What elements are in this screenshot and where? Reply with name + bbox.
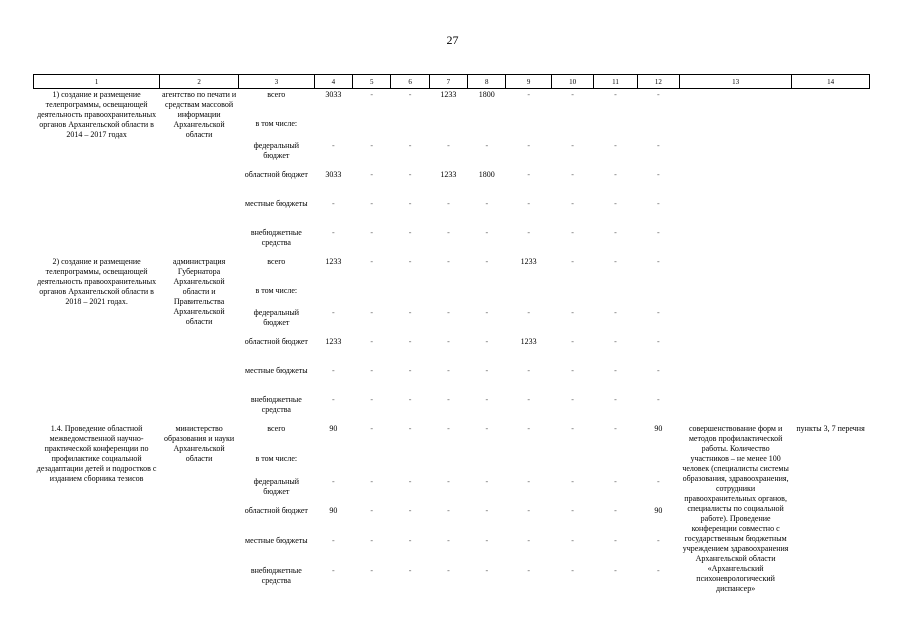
funding-value: - — [485, 308, 489, 317]
funding-value: - — [571, 170, 574, 179]
funding-value: - — [408, 308, 412, 317]
funding-value: - — [370, 228, 374, 237]
row-executor: администрация Губернатора Архангельской области и Правительства Архангельской области — [172, 257, 226, 326]
funding-value: - — [614, 257, 617, 266]
funding-value: - — [571, 476, 574, 486]
funding-value: - — [571, 199, 574, 208]
funding-value: - — [571, 337, 574, 346]
row-item-reference — [792, 256, 870, 423]
funding-value: - — [332, 566, 335, 576]
funding-value: - — [408, 395, 412, 404]
funding-source: областной бюджет — [244, 170, 308, 179]
funding-value: - — [527, 476, 531, 486]
funding-value: - — [332, 395, 335, 404]
funding-source: областной бюджет — [244, 506, 308, 516]
funding-value: - — [332, 536, 335, 546]
funding-value: - — [657, 536, 660, 546]
funding-value: - — [527, 199, 531, 208]
funding-value — [468, 285, 506, 307]
funding-value — [594, 285, 637, 307]
column-header: 9 — [506, 75, 551, 89]
funding-value: - — [408, 228, 412, 237]
funding-value: - — [527, 424, 531, 433]
funding-value: - — [447, 506, 450, 516]
funding-value — [594, 453, 637, 476]
funding-value: 1800 — [478, 170, 495, 179]
funding-value: - — [527, 536, 531, 546]
funding-value: - — [447, 424, 450, 433]
row-executor: министерство образования и науки Архангельской области — [164, 424, 235, 463]
funding-value: - — [657, 170, 660, 179]
column-header: 7 — [429, 75, 467, 89]
funding-source: в том числе: — [255, 453, 298, 463]
funding-value: - — [571, 536, 574, 546]
funding-value: - — [527, 308, 531, 317]
funding-value: - — [408, 566, 412, 576]
funding-value: 3033 — [325, 170, 342, 179]
column-header: 6 — [391, 75, 429, 89]
funding-value: - — [527, 141, 531, 150]
funding-value: - — [408, 476, 412, 486]
table-row — [34, 89, 870, 119]
funding-value: - — [447, 566, 450, 576]
funding-value: - — [527, 506, 531, 516]
funding-value — [506, 453, 551, 476]
funding-value: - — [485, 476, 489, 486]
funding-value: - — [332, 476, 335, 486]
funding-value: - — [447, 536, 450, 546]
row-result — [680, 256, 792, 423]
funding-source: местные бюджеты — [245, 536, 308, 546]
header-row — [34, 75, 870, 89]
funding-value: 90 — [654, 424, 663, 433]
funding-value: - — [447, 366, 450, 375]
funding-value: - — [332, 228, 335, 237]
funding-value: 90 — [654, 506, 663, 516]
funding-value: - — [657, 308, 660, 317]
row-description: 1) создание и размещение телепрограммы, освещающей деятельность правоохранительных органов Архангельской области в 2014 – 2017 годах — [37, 90, 157, 139]
funding-value: - — [408, 257, 412, 266]
row-description: 2) создание и размещение телепрограммы, освещающей деятельность правоохранительных органов Архангельской области в 2018 – 2021 годах. — [37, 257, 157, 306]
funding-value: - — [571, 424, 574, 433]
funding-value — [353, 285, 391, 307]
column-header: 3 — [238, 75, 314, 89]
funding-value: - — [408, 170, 412, 179]
funding-value: - — [408, 366, 412, 375]
funding-value: - — [657, 199, 660, 208]
funding-source: внебюджетные средства — [250, 395, 302, 414]
funding-value: - — [408, 90, 412, 99]
funding-value: - — [614, 424, 617, 433]
funding-value: - — [408, 424, 412, 433]
funding-value: - — [447, 141, 450, 150]
funding-value: - — [408, 199, 412, 208]
funding-value: - — [614, 506, 617, 516]
funding-value: - — [527, 90, 531, 99]
funding-source: всего — [267, 257, 286, 266]
funding-value — [314, 453, 352, 476]
funding-value — [391, 118, 429, 140]
funding-value: - — [370, 308, 374, 317]
funding-value: - — [614, 90, 617, 99]
funding-source: внебюджетные средства — [250, 228, 302, 247]
funding-value: - — [614, 199, 617, 208]
funding-value: - — [485, 199, 489, 208]
funding-source: внебюджетные средства — [250, 566, 302, 586]
funding-value: - — [485, 228, 489, 237]
funding-value: - — [485, 395, 489, 404]
funding-value: - — [614, 337, 617, 346]
funding-value: - — [332, 308, 335, 317]
funding-value — [314, 118, 352, 140]
funding-value: - — [527, 566, 531, 576]
funding-value: - — [332, 141, 335, 150]
row-result — [680, 89, 792, 257]
page-number: 27 — [446, 33, 459, 47]
column-header: 1 — [34, 75, 160, 89]
funding-value — [637, 453, 679, 476]
funding-value — [429, 118, 467, 140]
funding-value: - — [657, 476, 660, 486]
funding-value — [506, 285, 551, 307]
funding-value: - — [657, 566, 660, 576]
funding-source: местные бюджеты — [245, 199, 308, 208]
funding-value: - — [614, 228, 617, 237]
funding-value — [468, 453, 506, 476]
funding-value: - — [527, 395, 531, 404]
funding-source: всего — [267, 90, 286, 99]
funding-value: - — [370, 90, 374, 99]
row-description: 1.4. Проведение областной межведомственной научно-практической конференции по профилактике социальной дезадаптации детей и подростков с изданием сборника тезисов — [36, 424, 157, 483]
funding-value: - — [657, 395, 660, 404]
funding-value: - — [571, 141, 574, 150]
column-header: 8 — [468, 75, 506, 89]
funding-value: - — [370, 199, 374, 208]
funding-source: всего — [267, 424, 286, 433]
funding-value — [353, 453, 391, 476]
funding-value: - — [370, 476, 374, 486]
column-header: 11 — [594, 75, 637, 89]
funding-value: - — [614, 536, 617, 546]
funding-value: - — [485, 257, 489, 266]
funding-value — [314, 285, 352, 307]
funding-value: - — [614, 366, 617, 375]
funding-value: - — [370, 424, 374, 433]
funding-value: - — [657, 366, 660, 375]
funding-value — [551, 118, 593, 140]
funding-value — [353, 118, 391, 140]
funding-value: - — [370, 257, 374, 266]
funding-value — [551, 285, 593, 307]
funding-value — [429, 285, 467, 307]
funding-source: федеральный бюджет — [253, 476, 300, 496]
funding-value: 1233 — [440, 170, 457, 179]
row-item-reference: пункты 3, 7 перечня — [796, 424, 865, 433]
funding-value: - — [408, 506, 412, 516]
table-row — [34, 256, 870, 285]
funding-value: - — [370, 337, 374, 346]
table-row — [34, 423, 870, 453]
funding-value: - — [447, 337, 450, 346]
column-header: 13 — [680, 75, 792, 89]
funding-value: - — [571, 366, 574, 375]
funding-value: - — [571, 308, 574, 317]
funding-value — [551, 453, 593, 476]
funding-value: - — [447, 395, 450, 404]
funding-value: - — [657, 257, 660, 266]
funding-value: - — [447, 257, 450, 266]
funding-value: - — [527, 366, 531, 375]
funding-value: - — [614, 476, 617, 486]
funding-value: 90 — [329, 424, 338, 433]
row-executor: агентство по печати и средствам массовой информации Архангельской области — [161, 90, 237, 139]
funding-value: - — [485, 506, 489, 516]
funding-value: - — [657, 141, 660, 150]
funding-value: - — [370, 170, 374, 179]
funding-value: - — [408, 141, 412, 150]
funding-value: - — [370, 566, 374, 576]
funding-value: - — [614, 566, 617, 576]
funding-value: - — [447, 228, 450, 237]
funding-value: - — [614, 395, 617, 404]
funding-value: 1233 — [325, 337, 342, 346]
funding-value: 1233 — [440, 90, 457, 99]
funding-source: в том числе: — [255, 119, 298, 128]
funding-value: 1233 — [325, 257, 342, 266]
funding-value: - — [370, 141, 374, 150]
funding-value: - — [614, 308, 617, 317]
funding-value: - — [485, 536, 489, 546]
funding-value — [506, 118, 551, 140]
funding-value: - — [447, 308, 450, 317]
row-item-reference — [792, 89, 870, 257]
funding-value: - — [447, 476, 450, 486]
funding-source: местные бюджеты — [245, 366, 308, 375]
funding-value: - — [657, 337, 660, 346]
column-header: 14 — [792, 75, 870, 89]
funding-value — [391, 285, 429, 307]
funding-source: областной бюджет — [244, 337, 308, 346]
funding-value: - — [447, 199, 450, 208]
funding-value: - — [571, 228, 574, 237]
funding-value: - — [527, 228, 531, 237]
funding-value: - — [614, 141, 617, 150]
funding-value: - — [370, 536, 374, 546]
funding-value: - — [370, 395, 374, 404]
column-header: 12 — [637, 75, 679, 89]
funding-value: - — [571, 257, 574, 266]
program-table — [33, 74, 870, 595]
funding-value: - — [657, 90, 660, 99]
funding-value — [429, 453, 467, 476]
funding-value: - — [614, 170, 617, 179]
funding-value: - — [527, 170, 531, 179]
funding-value — [391, 453, 429, 476]
funding-value: 3033 — [325, 90, 342, 99]
funding-value: - — [571, 566, 574, 576]
funding-value: - — [657, 228, 660, 237]
row-result: совершенствование форм и методов профилактической работы. Количество участников – не менее 100 человек (специалисты системы образования, здравоохранения, сотрудники правоохранительных органов, специалисты по социальной работе). Проведение конференции совместно с государственным бюджетным учреждением здравоохранения Архангельской области «Архангельский психоневрологический диспансер» — [682, 424, 789, 593]
funding-value: - — [485, 566, 489, 576]
funding-value: 1233 — [520, 257, 537, 266]
funding-value: - — [485, 141, 489, 150]
funding-value: - — [485, 337, 489, 346]
column-header: 4 — [314, 75, 352, 89]
funding-value: - — [332, 199, 335, 208]
column-header: 10 — [551, 75, 593, 89]
funding-value: - — [332, 366, 335, 375]
funding-source: федеральный бюджет — [253, 141, 300, 160]
funding-value — [594, 118, 637, 140]
funding-value: 1800 — [478, 90, 495, 99]
funding-value: - — [370, 506, 374, 516]
funding-value: - — [370, 366, 374, 375]
funding-value — [637, 118, 679, 140]
funding-value: - — [571, 395, 574, 404]
funding-value — [637, 285, 679, 307]
funding-source: федеральный бюджет — [253, 308, 300, 327]
column-header: 2 — [160, 75, 239, 89]
funding-value: - — [571, 90, 574, 99]
funding-source: в том числе: — [255, 286, 298, 295]
funding-value — [468, 118, 506, 140]
funding-value: 1233 — [520, 337, 537, 346]
funding-value: - — [408, 536, 412, 546]
funding-value: 90 — [329, 506, 338, 516]
funding-value: - — [408, 337, 412, 346]
column-header: 5 — [353, 75, 391, 89]
funding-value: - — [485, 366, 489, 375]
funding-value: - — [485, 424, 489, 433]
funding-value: - — [571, 506, 574, 516]
